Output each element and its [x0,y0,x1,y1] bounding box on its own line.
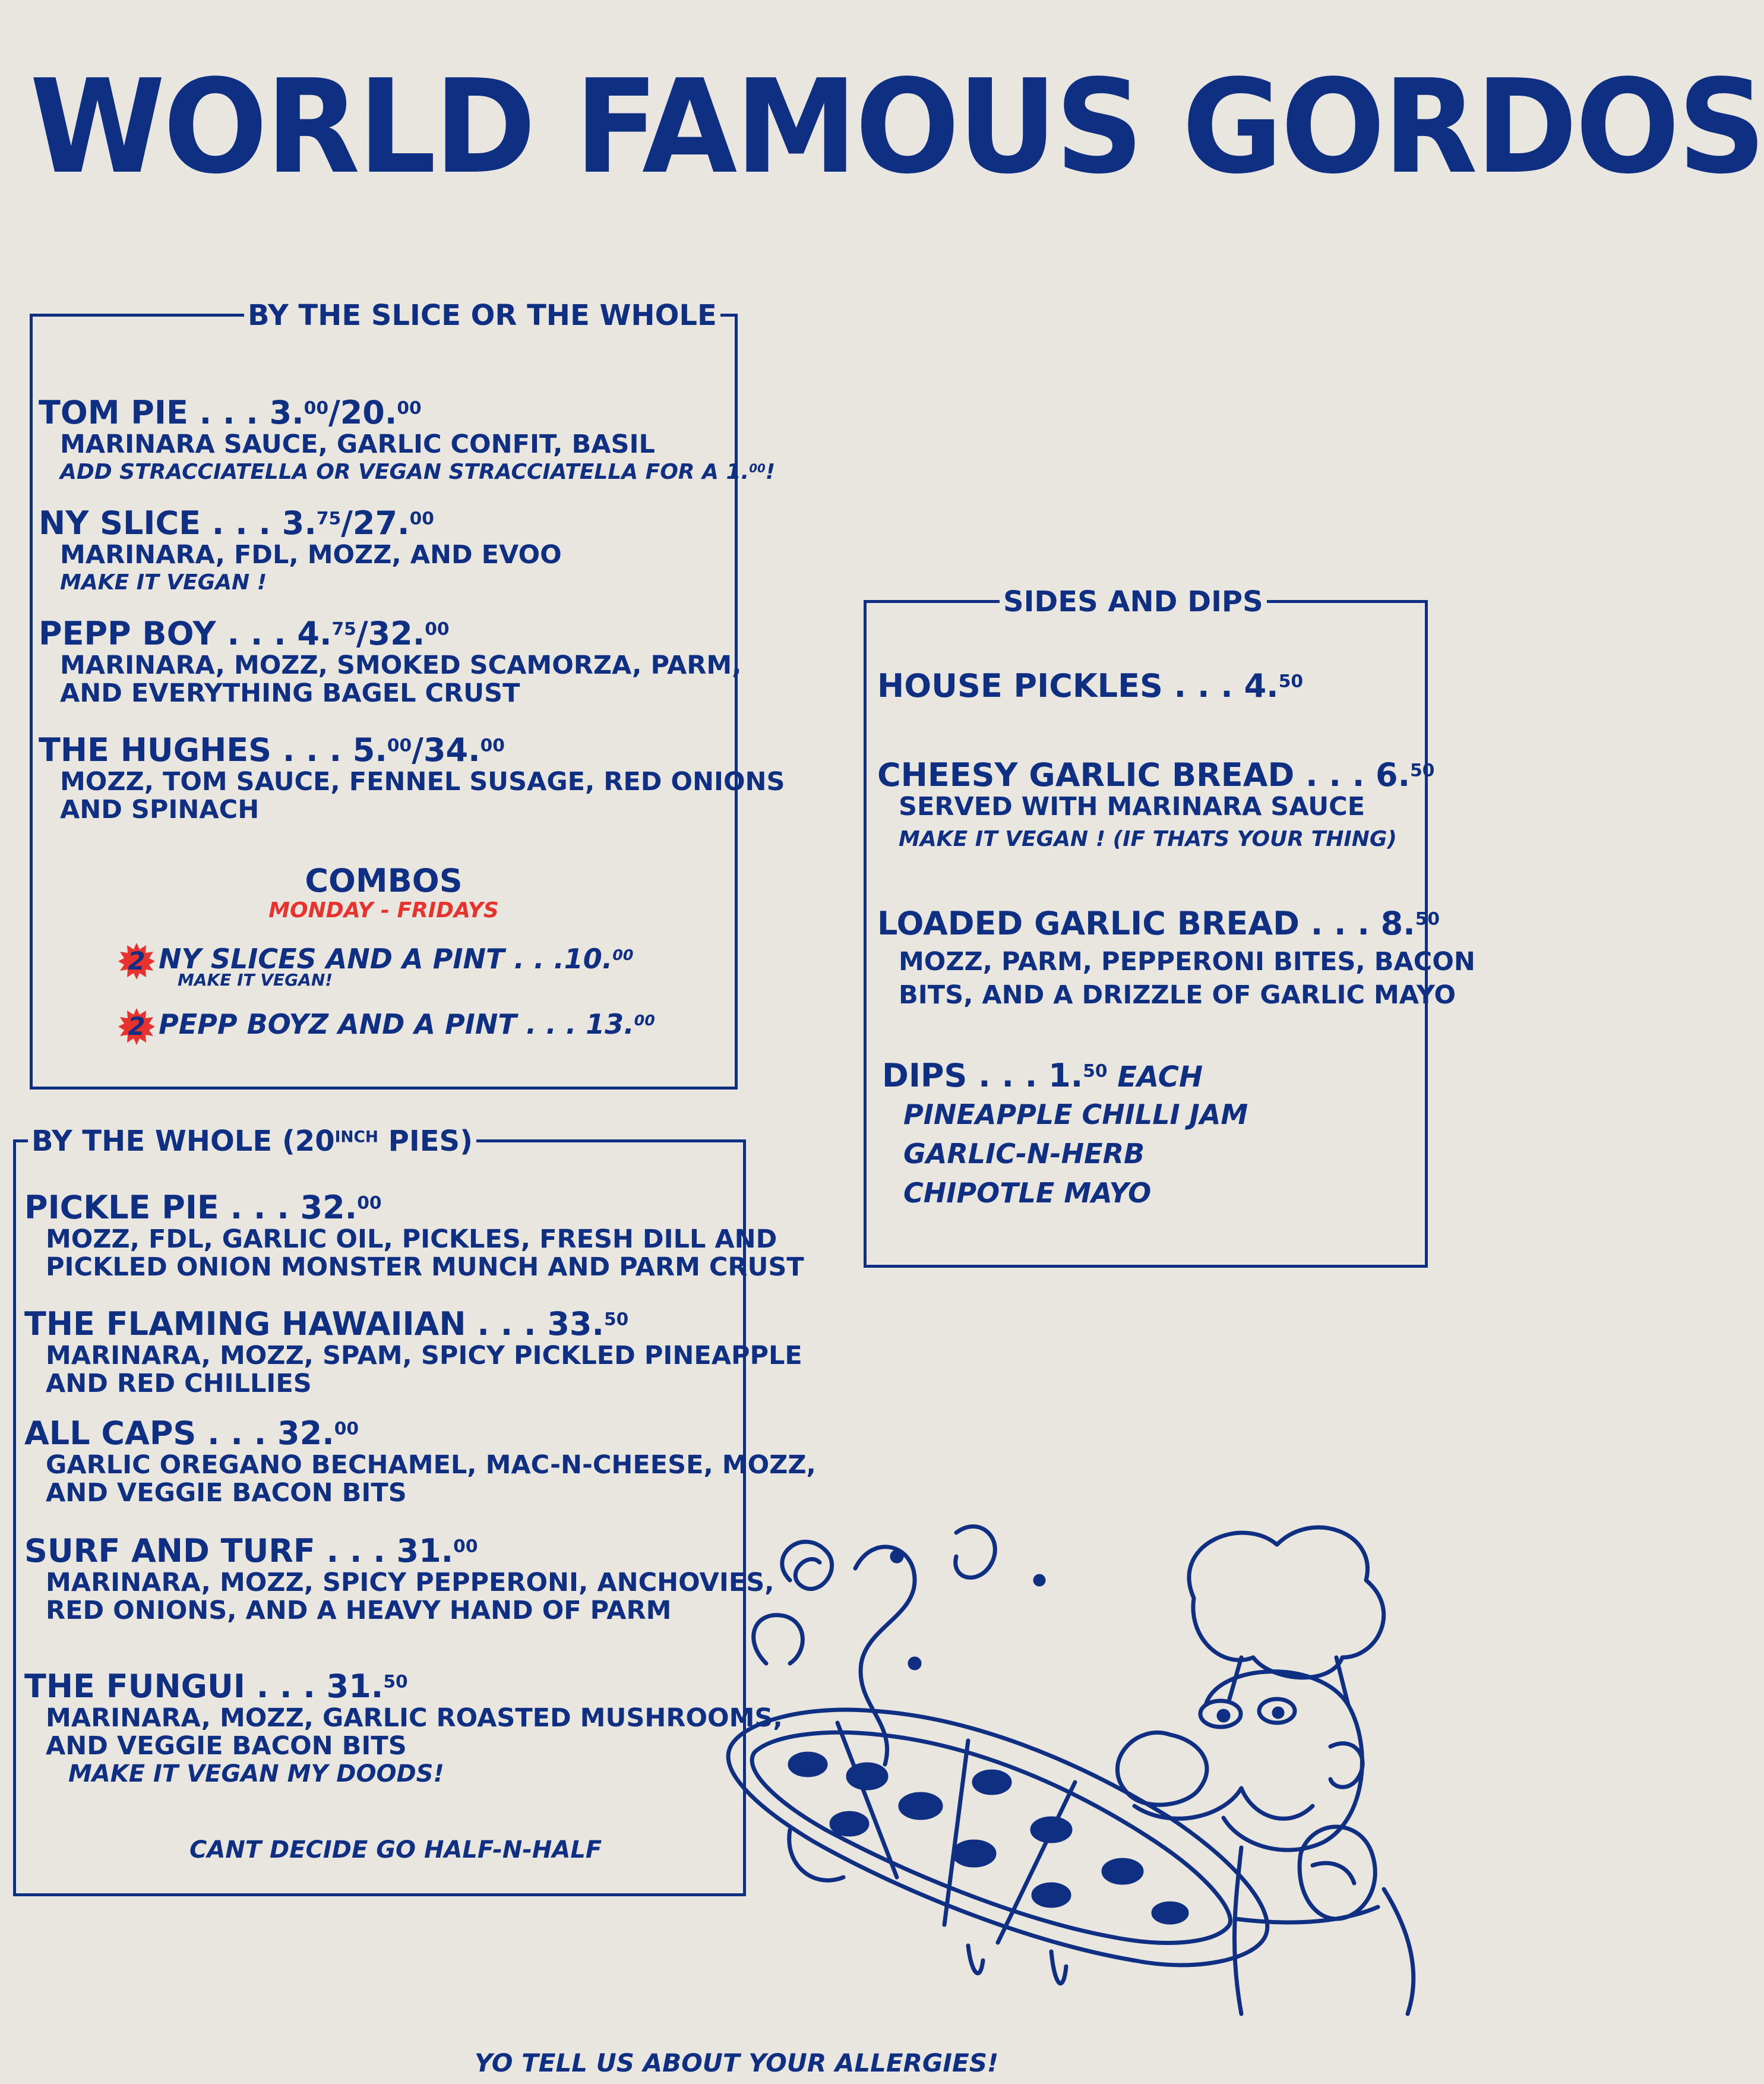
menu-item-surf-and-turf: SURF AND TURF . . . 31.00 MARINARA, MOZZ, SPICY PEPPERONI, ANCHOVIES, RED ONIONS, AND A HEAVY HAND OF PARM [24,1532,774,1625]
starburst-badge-icon: 2 [118,1008,155,1045]
combos-days: MONDAY - FRIDAYS [268,898,499,923]
chef-with-pizza-illustration [719,1509,1431,2020]
menu-item-ny-slice: NY SLICE . . . 3.75/27.00 MARINARA, FDL, MOZZ, AND EVOO MAKE IT VEGAN ! [39,504,562,595]
dip-option: PINEAPPLE CHILLI JAM [903,1098,1248,1131]
menu-item-cheesy-garlic-bread: CHEESY GARLIC BREAD . . . 6.50 SERVED WITH MARINARA SAUCE MAKE IT VEGAN ! (IF THATS YOUR THING) [877,756,1435,851]
menu-item-tom-pie: TOM PIE . . . 3.00/20.00 MARINARA SAUCE, GARLIC CONFIT, BASIL ADD STRACCIATELLA OR VEGAN STRACCIATELLA FOR A 1.00! [39,394,776,484]
dip-option: CHIPOTLE MAYO [903,1177,1152,1209]
page-title: WORLD FAMOUS GORDOS [30,52,1764,203]
slice-section [30,299,785,1090]
half-n-half-note: CANT DECIDE GO HALF-N-HALF [189,1836,602,1864]
menu-item-the-hughes: THE HUGHES . . . 5.00/34.00 MOZZ, TOM SAUCE, FENNEL SUSAGE, RED ONIONS AND SPINACH [39,731,785,825]
dip-option: GARLIC-N-HERB [903,1138,1145,1170]
dips-block: DIPS . . . 1.50 EACH PINEAPPLE CHILLI JAM GARLIC-N-HERB CHIPOTLE MAYO [882,1058,1248,1212]
combo-vegan-note: MAKE IT VEGAN! [178,970,333,990]
whole-section [13,1125,816,1896]
allergy-footer: YO TELL US ABOUT YOUR ALLERGIES! [474,2048,999,2077]
combos-heading: COMBOS [305,862,463,899]
sides-section-heading: SIDES AND DIPS [1000,586,1267,617]
menu-item-house-pickles: HOUSE PICKLES . . . 4.50 [877,667,1304,705]
menu-item-the-fungui: THE FUNGUI . . . 31.50 MARINARA, MOZZ, GARLIC ROASTED MUSHROOMS, AND VEGGIE BACON BITS MAKE IT VEGAN MY DOODS! [24,1668,783,1788]
starburst-badge-icon: 2 [118,943,155,980]
menu-item-loaded-garlic-bread: LOADED GARLIC BREAD . . . 8.50 MOZZ, PARM, PEPPERONI BITES, BACON BITS, AND A DRIZZLE OF GARLIC MAYO [877,905,1475,1010]
whole-section-heading: BY THE WHOLE ($20^{INCH}$ PIES) [28,1126,476,1157]
slice-section-heading: BY THE SLICE OR THE WHOLE [244,300,720,331]
menu-item-pickle-pie: PICKLE PIE . . . 32.00 MOZZ, FDL, GARLIC OIL, PICKLES, FRESH DILL AND PICKLED ONION MONSTER MUNCH AND PARM CRUST [24,1189,804,1282]
combos-block [33,863,735,923]
combo-pepp-boyz: 2 PEPP BOYZ AND A PINT . . . 13.00 [118,1006,655,1045]
menu-item-flaming-hawaiian: THE FLAMING HAWAIIAN . . . 33.50 MARINARA, MOZZ, SPAM, SPICY PICKLED PINEAPPLE AND RED CHILLIES [24,1305,802,1398]
menu-item-all-caps: ALL CAPS . . . 32.00 GARLIC OREGANO BECHAMEL, MAC-N-CHEESE, MOZZ, AND VEGGIE BACON BITS [24,1414,816,1508]
sides-section [864,585,1475,1268]
combo-ny-slices: 2 NY SLICES AND A PINT . . .10.00 MAKE IT VEGAN! [118,940,634,988]
menu-item-pepp-boy: PEPP BOY . . . 4.75/32.00 MARINARA, MOZZ, SMOKED SCAMORZA, PARM, AND EVERYTHING BAGEL CRUST [39,615,742,708]
